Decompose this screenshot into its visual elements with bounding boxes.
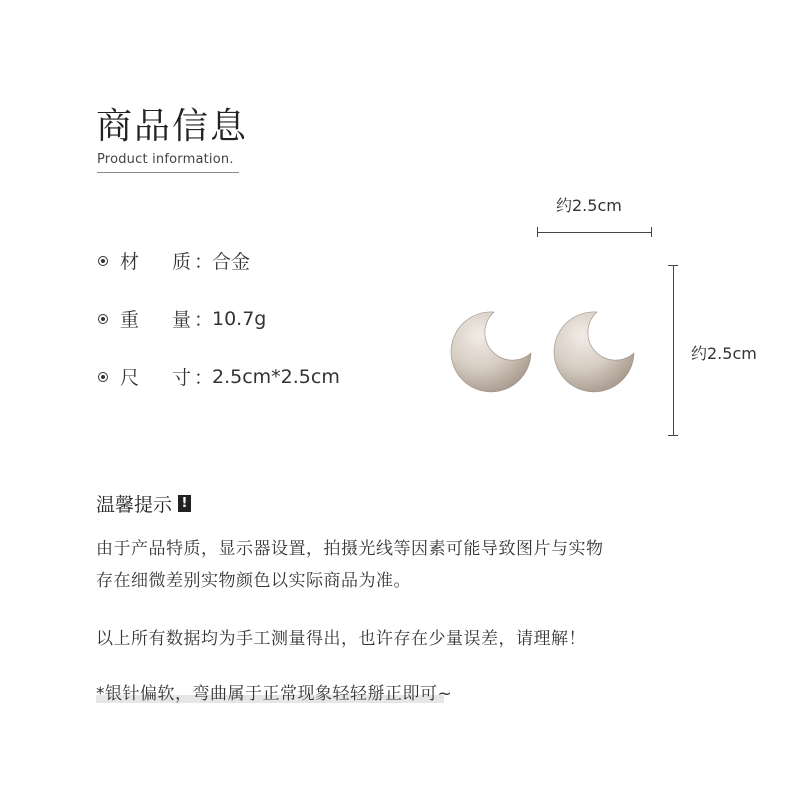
spec-colon: ： <box>194 309 214 331</box>
spec-key-char: 尺 <box>120 367 140 389</box>
spec-key-char: 重 <box>120 309 140 331</box>
width-dimension-label: 约2.5cm <box>556 196 622 215</box>
notice-line: *银针偏软，弯曲属于正常现象轻轻掰正即可~ <box>96 684 453 704</box>
spec-colon: ： <box>194 367 214 389</box>
subtitle-underline <box>97 172 239 173</box>
spec-key-char: 寸 <box>172 367 192 389</box>
width-dimension-tick <box>537 227 538 237</box>
bullet-icon <box>98 256 108 266</box>
spec-material <box>98 247 250 274</box>
notice-heading <box>96 490 191 517</box>
crescent-earring-left <box>451 312 531 392</box>
height-dimension-tick <box>668 265 678 266</box>
spec-size <box>98 363 340 390</box>
spec-value: 2.5cm*2.5cm <box>212 365 340 388</box>
page-subtitle: Product information. <box>97 152 234 167</box>
spec-weight <box>98 305 266 332</box>
spec-key-char: 质 <box>172 251 192 273</box>
bullet-icon <box>98 314 108 324</box>
height-dimension-label: 约2.5cm <box>691 344 757 363</box>
notice-line: 存在细微差别实物颜色以实际商品为准。 <box>96 571 411 591</box>
width-dimension-tick <box>651 227 652 237</box>
page-title: 商品信息 <box>96 106 249 147</box>
spec-value: 10.7g <box>212 307 267 330</box>
notice-heading-text: 温馨提示 <box>96 494 173 516</box>
exclamation-icon: ! <box>178 495 191 512</box>
earrings-image <box>440 295 650 405</box>
width-dimension-line <box>537 232 652 233</box>
spec-key-char: 量 <box>172 309 192 331</box>
height-dimension-line <box>673 265 674 436</box>
height-dimension-tick <box>668 435 678 436</box>
notice-line: 以上所有数据均为手工测量得出，也许存在少量误差，请理解！ <box>96 629 586 649</box>
bullet-icon <box>98 372 108 382</box>
spec-colon: ： <box>194 251 214 273</box>
spec-key-char: 材 <box>120 251 140 273</box>
spec-value: 合金 <box>212 251 251 273</box>
crescent-earring-right <box>554 312 634 392</box>
notice-line: 由于产品特质，显示器设置，拍摄光线等因素可能导致图片与实物 <box>96 539 604 559</box>
